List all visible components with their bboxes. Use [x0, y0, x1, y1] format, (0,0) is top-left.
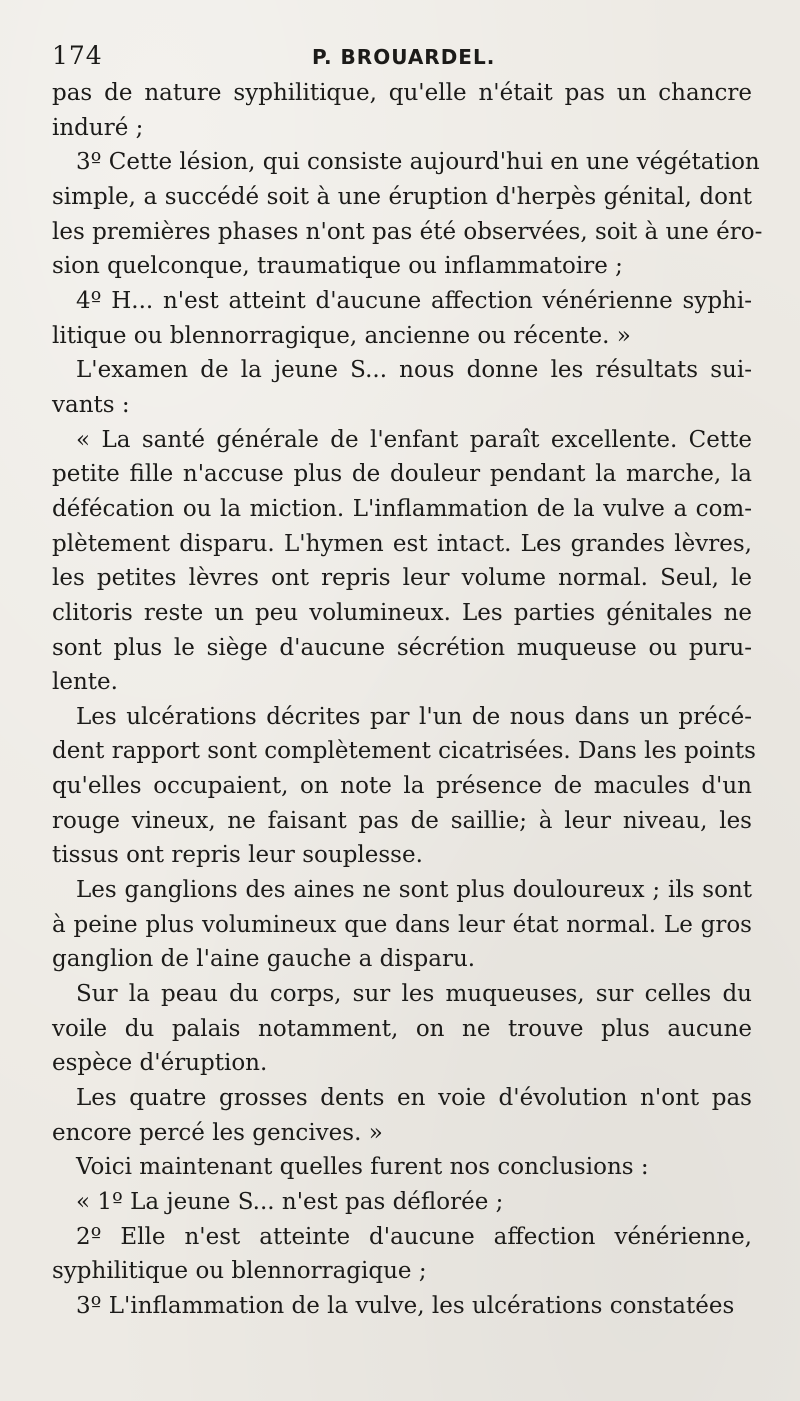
text-line: les premières phases n'ont pas été observées, soit à une éro- [52, 218, 763, 245]
page-header [52, 38, 752, 74]
text-line: 2º Elle n'est atteinte d'aucune affection vénérienne, [76, 1223, 752, 1250]
text-line: sont plus le siège d'aucune sécrétion muqueuse ou puru- [52, 634, 752, 661]
text-line: 3º L'inflammation de la vulve, les ulcérations constatées [76, 1292, 735, 1319]
text-line: encore percé les gencives. » [52, 1119, 383, 1146]
text-line: simple, a succédé soit à une éruption d'herpès génital, dont [52, 183, 752, 210]
text-line: Sur la peau du corps, sur les muqueuses, sur celles du [76, 981, 752, 1008]
paragraph [52, 353, 752, 422]
text-line: litique ou blennorragique, ancienne ou récente. » [52, 322, 631, 349]
paragraph [52, 1081, 752, 1150]
text-line: les petites lèvres ont repris leur volume normal. Seul, le [52, 565, 752, 592]
paragraph [52, 1289, 752, 1324]
text-line: petite fille n'accuse plus de douleur pendant la marche, la [52, 461, 752, 488]
text-line: Les quatre grosses dents en voie d'évolution n'ont pas [76, 1085, 752, 1112]
text-line: dent rapport sont complètement cicatrisées. Dans les points [52, 738, 756, 765]
paragraph [52, 977, 752, 1081]
text-line: Voici maintenant quelles furent nos conclusions : [76, 1154, 649, 1181]
text-line: 4º H... n'est atteint d'aucune affection vénérienne syphi- [76, 287, 752, 314]
text-line: « 1º La jeune S... n'est pas déflorée ; [76, 1189, 504, 1215]
text-line: ganglion de l'aine gauche a disparu. [52, 946, 476, 973]
text-line: rouge vineux, ne faisant pas de saillie; à leur niveau, les [52, 807, 752, 834]
text-line: voile du palais notamment, on ne trouve plus aucune [52, 1015, 752, 1042]
body-text [52, 76, 763, 1324]
page-number: 174 [52, 41, 103, 70]
text-line: vants : [52, 391, 130, 418]
paragraph [52, 1185, 752, 1220]
text-line: 3º Cette lésion, qui consiste aujourd'hui en une végétation [76, 149, 760, 176]
text-line: plètement disparu. L'hymen est intact. Les grandes lèvres, [52, 530, 752, 557]
text-line: lente. [52, 669, 118, 696]
text-line: L'examen de la jeune S... nous donne les résultats sui- [76, 357, 752, 384]
text-line: tissus ont repris leur souplesse. [52, 842, 423, 869]
paragraph [52, 700, 756, 873]
text-line: à peine plus volumineux que dans leur état normal. Le gros [52, 911, 752, 938]
paragraph [52, 284, 752, 353]
text-line: Les ganglions des aines ne sont plus douloureux ; ils sont [76, 877, 752, 904]
paragraph [52, 873, 752, 977]
paragraph [52, 76, 752, 145]
text-line: induré ; [52, 114, 144, 141]
text-line: « La santé générale de l'enfant paraît excellente. Cette [76, 426, 752, 453]
running-head: P. BROUARDEL. [312, 45, 496, 69]
text-line: syphilitique ou blennorragique ; [52, 1258, 427, 1285]
paragraph [52, 423, 752, 700]
text-line: Les ulcérations décrites par l'un de nous dans un précé- [76, 703, 752, 730]
text-line: clitoris reste un peu volumineux. Les parties génitales ne [52, 599, 752, 626]
text-line: défécation ou la miction. L'inflammation de la vulve a com- [52, 495, 752, 522]
text-line: espèce d'éruption. [52, 1050, 268, 1077]
paragraph [52, 1150, 752, 1185]
text-line: qu'elles occupaient, on note la présence de macules d'un [52, 773, 752, 800]
text-line: pas de nature syphilitique, qu'elle n'était pas un chancre [52, 80, 752, 106]
paragraph [52, 1220, 752, 1289]
text-line: sion quelconque, traumatique ou inflammatoire ; [52, 253, 623, 280]
paragraph [52, 145, 763, 284]
